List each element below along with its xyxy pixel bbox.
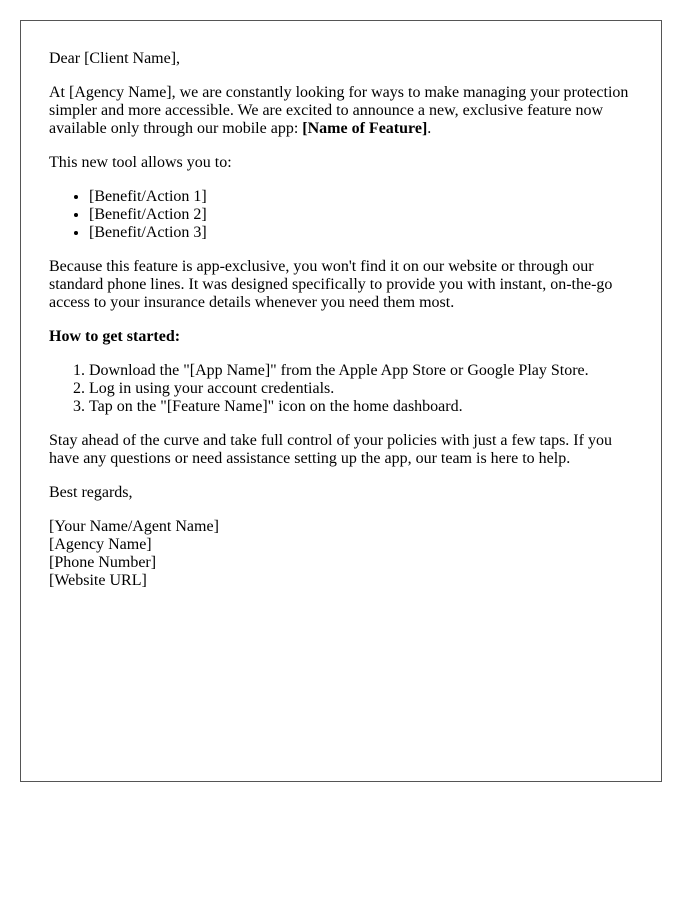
signature-name: [Your Name/Agent Name] (49, 518, 219, 535)
benefits-list (49, 188, 633, 242)
steps-heading (49, 328, 633, 346)
feature-name: [Name of Feature] (302, 120, 428, 137)
letter-container (20, 20, 662, 782)
benefits-intro: This new tool allows you to: (49, 154, 232, 171)
benefit-item: • [Benefit/Action 1] (89, 188, 633, 206)
step-item: 2. Log in using your account credentials. (89, 380, 633, 398)
benefit-item: • [Benefit/Action 3] (89, 224, 633, 242)
signature-website: [Website URL] (49, 572, 147, 589)
intro-text: At [Agency Name], we are constantly looking for ways to make managing your protection simpler and more accessible. We are excited to announce a new, exclusive feature now available only through our mobile app: (49, 84, 629, 137)
exclusive-paragraph: Because this feature is app-exclusive, you won't find it on our website or through our standard phone lines. It was designed specifically to provide you with instant, on-the-go access to your insurance details whenever you need them most. (49, 258, 613, 311)
closing-paragraph: Stay ahead of the curve and take full control of your policies with just a few taps. If you have any questions or need assistance setting up the app, our team is here to help. (49, 432, 612, 467)
sign-off: Best regards, (49, 484, 133, 501)
step-item: 3. Tap on the "[Feature Name]" icon on the home dashboard. (89, 398, 633, 416)
benefit-item: • [Benefit/Action 2] (89, 206, 633, 224)
salutation: Dear [Client Name], (49, 50, 181, 67)
step-item: 1. Download the "[App Name]" from the Apple App Store or Google Play Store. (89, 362, 633, 380)
signature-phone: [Phone Number] (49, 554, 157, 571)
steps-list (49, 362, 633, 416)
signature-agency: [Agency Name] (49, 536, 152, 553)
intro-end: . (427, 120, 432, 137)
intro-paragraph (49, 84, 633, 138)
steps-heading-text: How to get started: (49, 328, 181, 345)
signature-block (49, 518, 633, 590)
